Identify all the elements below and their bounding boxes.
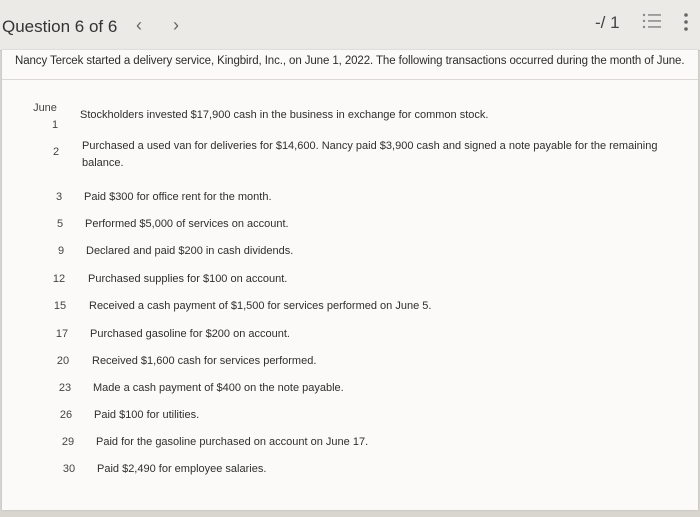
question-counter: Question 6 of 6 — [2, 17, 118, 36]
transaction-day: 23 — [58, 382, 72, 394]
transaction-day: 29 — [61, 436, 75, 448]
transaction-day: 12 — [52, 273, 66, 285]
transaction-text: Paid for the gasoline purchased on account on June 17. — [96, 436, 369, 448]
transaction-day: 17 — [55, 328, 69, 340]
transaction-day: 9 — [57, 245, 65, 257]
transaction-day: 26 — [59, 409, 73, 421]
transaction-text: Performed $5,000 of services on account. — [85, 218, 289, 230]
transaction-text: Received a cash payment of $1,500 for services performed on June 5. — [89, 300, 432, 312]
transaction-day: 20 — [56, 355, 70, 367]
next-question-button[interactable]: › — [173, 15, 179, 35]
transaction-text: Paid $2,490 for employee salaries. — [97, 463, 267, 475]
list-icon[interactable] — [641, 11, 663, 31]
transaction-day: 1 — [51, 119, 59, 131]
transaction-text: Purchased gasoline for $200 on account. — [90, 328, 290, 340]
transaction-text: Made a cash payment of $400 on the note payable. — [93, 382, 344, 394]
transaction-day: 30 — [62, 463, 76, 475]
transaction-text: Purchased supplies for $100 on account. — [88, 273, 288, 285]
transaction-text: Purchased a used van for deliveries for $14,600. Nancy paid $3,900 cash and signed a note payable for the remaining — [82, 140, 658, 152]
transaction-text: Paid $100 for utilities. — [94, 409, 200, 421]
more-vertical-icon[interactable] — [682, 11, 690, 33]
question-header — [0, 0, 700, 51]
transaction-day: 15 — [53, 300, 67, 312]
transaction-text-continued: balance. — [82, 157, 124, 169]
transaction-day: 2 — [52, 146, 60, 158]
month-label: June — [33, 102, 57, 114]
previous-question-button[interactable]: ‹ — [136, 15, 142, 35]
divider — [2, 79, 698, 80]
transaction-text: Stockholders invested $17,900 cash in the business in exchange for common stock. — [80, 109, 489, 121]
transaction-text: Received $1,600 cash for services performed. — [92, 355, 317, 367]
transaction-day: 5 — [56, 218, 64, 230]
transaction-text: Declared and paid $200 in cash dividends. — [86, 245, 294, 257]
problem-intro: Nancy Tercek started a delivery service, Kingbird, Inc., on June 1, 2022. The following transactions occurred during the month of June. — [15, 55, 685, 67]
transaction-text: Paid $300 for office rent for the month. — [84, 191, 272, 203]
transaction-day: 3 — [55, 191, 63, 203]
score-display: -/ 1 — [595, 13, 620, 32]
